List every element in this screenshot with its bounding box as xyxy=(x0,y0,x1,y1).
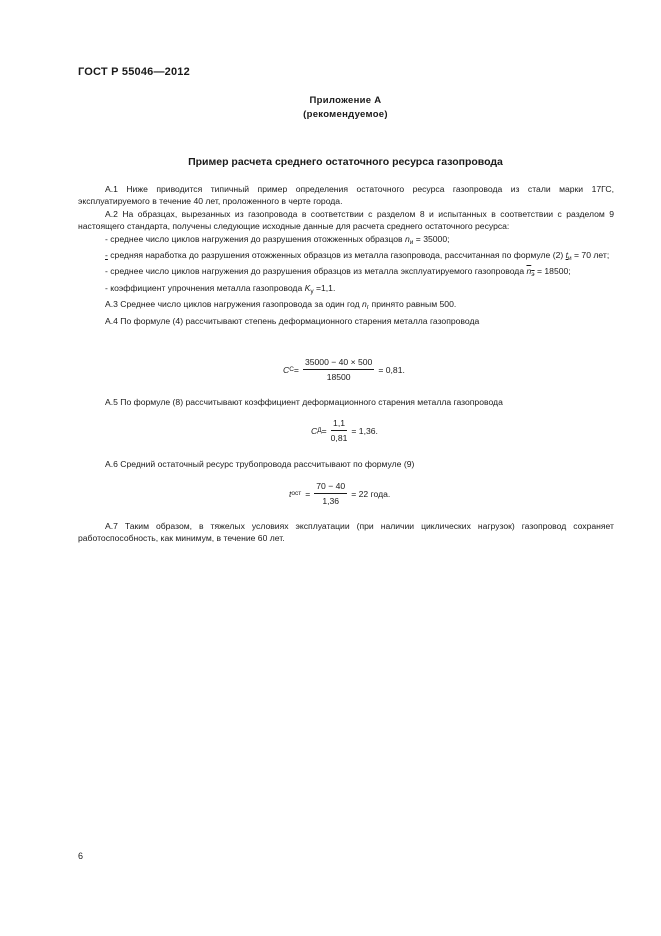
formula-aging-coefficient xyxy=(311,418,378,443)
text-fragment: = 35000; xyxy=(413,233,450,244)
document-body-a5 xyxy=(78,396,614,408)
paragraph-a2: А.2 На образцах, вырезанных из газопровода в соответствии с разделом 8 и испытанных в соответствии с разделом 9 настоящего стандарта, получены следующие исходные данные для расчета среднего остаточного ресурса: xyxy=(78,208,614,232)
variable: n xyxy=(362,299,367,310)
formula-result: = 0,81. xyxy=(378,364,405,375)
document-body-a6 xyxy=(78,458,614,470)
formula-variable: С xyxy=(283,364,290,375)
formula-equals: = xyxy=(321,425,327,436)
formula-result: = 1,36. xyxy=(351,425,378,436)
formula-result: = 22 года. xyxy=(351,488,391,499)
list-item-annealed-cycles xyxy=(78,233,614,249)
formula-fraction xyxy=(331,418,348,443)
fraction-numerator: 1,1 xyxy=(331,418,347,431)
text-fragment: = 70 лет; xyxy=(571,250,610,261)
text-fragment: А.3 Среднее число циклов нагружения газопровода за один год xyxy=(105,299,362,310)
text-fragment: = 18500; xyxy=(534,266,571,277)
variable: $\overline{n}$ xyxy=(526,266,532,277)
subscript: и xyxy=(409,238,414,246)
text-fragment: =1,1. xyxy=(313,282,336,293)
text-fragment: - среднее число циклов нагружения до разрушения отожженных образцов xyxy=(105,233,405,244)
paragraph-a6: А.6 Средний остаточный ресурс трубопровода рассчитывают по формуле (9) xyxy=(105,459,415,469)
text-fragment: принято равным 500. xyxy=(369,299,457,310)
paragraph-a5: А.5 По формуле (8) рассчитывают коэффициент деформационного старения металла газопровода xyxy=(105,397,503,407)
annex-title: Приложение А xyxy=(309,95,382,106)
text-fragment: - среднее число циклов нагружения до разрушения образцов из металла эксплуатируемого газопровода xyxy=(105,266,527,277)
paragraph-a3 xyxy=(78,298,614,314)
formula-residual-life xyxy=(289,481,390,506)
fraction-numerator: 70 − 40 xyxy=(314,481,347,494)
fraction-denominator: 1,36 xyxy=(322,496,340,506)
document-code: ГОСТ Р 55046—2012 xyxy=(78,66,190,78)
fraction-denominator: 18500 xyxy=(326,372,351,382)
list-item-operated-cycles xyxy=(78,265,614,281)
paragraph-a7: А.7 Таким образом, в тяжелых условиях эксплуатации (при наличии циклических нагрузок) газопровод сохраняет работоспособность, как минимум, в течение 60 лет. xyxy=(78,521,614,544)
formula-aging-degree xyxy=(283,357,405,382)
formula-fraction xyxy=(303,357,374,382)
subscript: и xyxy=(568,255,572,263)
annex-status: (рекомендуемое) xyxy=(303,109,388,120)
formula-subscript: С xyxy=(289,366,294,373)
formula-fraction xyxy=(314,481,347,506)
section-title: Пример расчета среднего остаточного ресурса газопровода xyxy=(188,156,503,168)
paragraph-a1: А.1 Ниже приводится типичный пример определения остаточного ресурса газопровода из стали марки 17ГС, эксплуатируемого в течение 40 лет, проложенного в черте города. xyxy=(78,184,614,207)
paragraph-a4: А.4 По формуле (4) рассчитывают степень деформационного старения металла газопровода xyxy=(105,315,480,326)
formula-subscript: Д xyxy=(317,427,322,434)
page-number: 6 xyxy=(78,851,84,861)
formula-variable: С xyxy=(311,425,318,436)
formula-equals: = xyxy=(293,364,299,375)
formula-variable: t xyxy=(289,488,292,499)
fraction-denominator: 0,81 xyxy=(330,433,348,443)
variable: n xyxy=(404,233,410,244)
variable: K xyxy=(304,282,311,293)
document-body-a7 xyxy=(78,520,614,545)
subscript: э xyxy=(531,271,535,279)
variable: t xyxy=(565,250,568,261)
list-item-hardening-coefficient xyxy=(78,282,614,298)
text-fragment: средняя наработка до разрушения отожженных образцов из металла газопровода, рассчитанная по формуле (2) xyxy=(107,250,566,261)
list-item-annealed-runtime xyxy=(78,249,614,265)
formula-subscript: ост xyxy=(291,490,302,497)
formula-equals: = xyxy=(305,488,311,499)
subscript: у xyxy=(310,287,314,295)
subscript: г xyxy=(366,304,370,312)
dash-mark: - xyxy=(105,250,108,261)
document-body xyxy=(78,183,614,327)
fraction-numerator: 35000 − 40 × 500 xyxy=(303,357,374,370)
text-fragment: - коэффициент упрочнения металла газопровода xyxy=(105,282,305,293)
